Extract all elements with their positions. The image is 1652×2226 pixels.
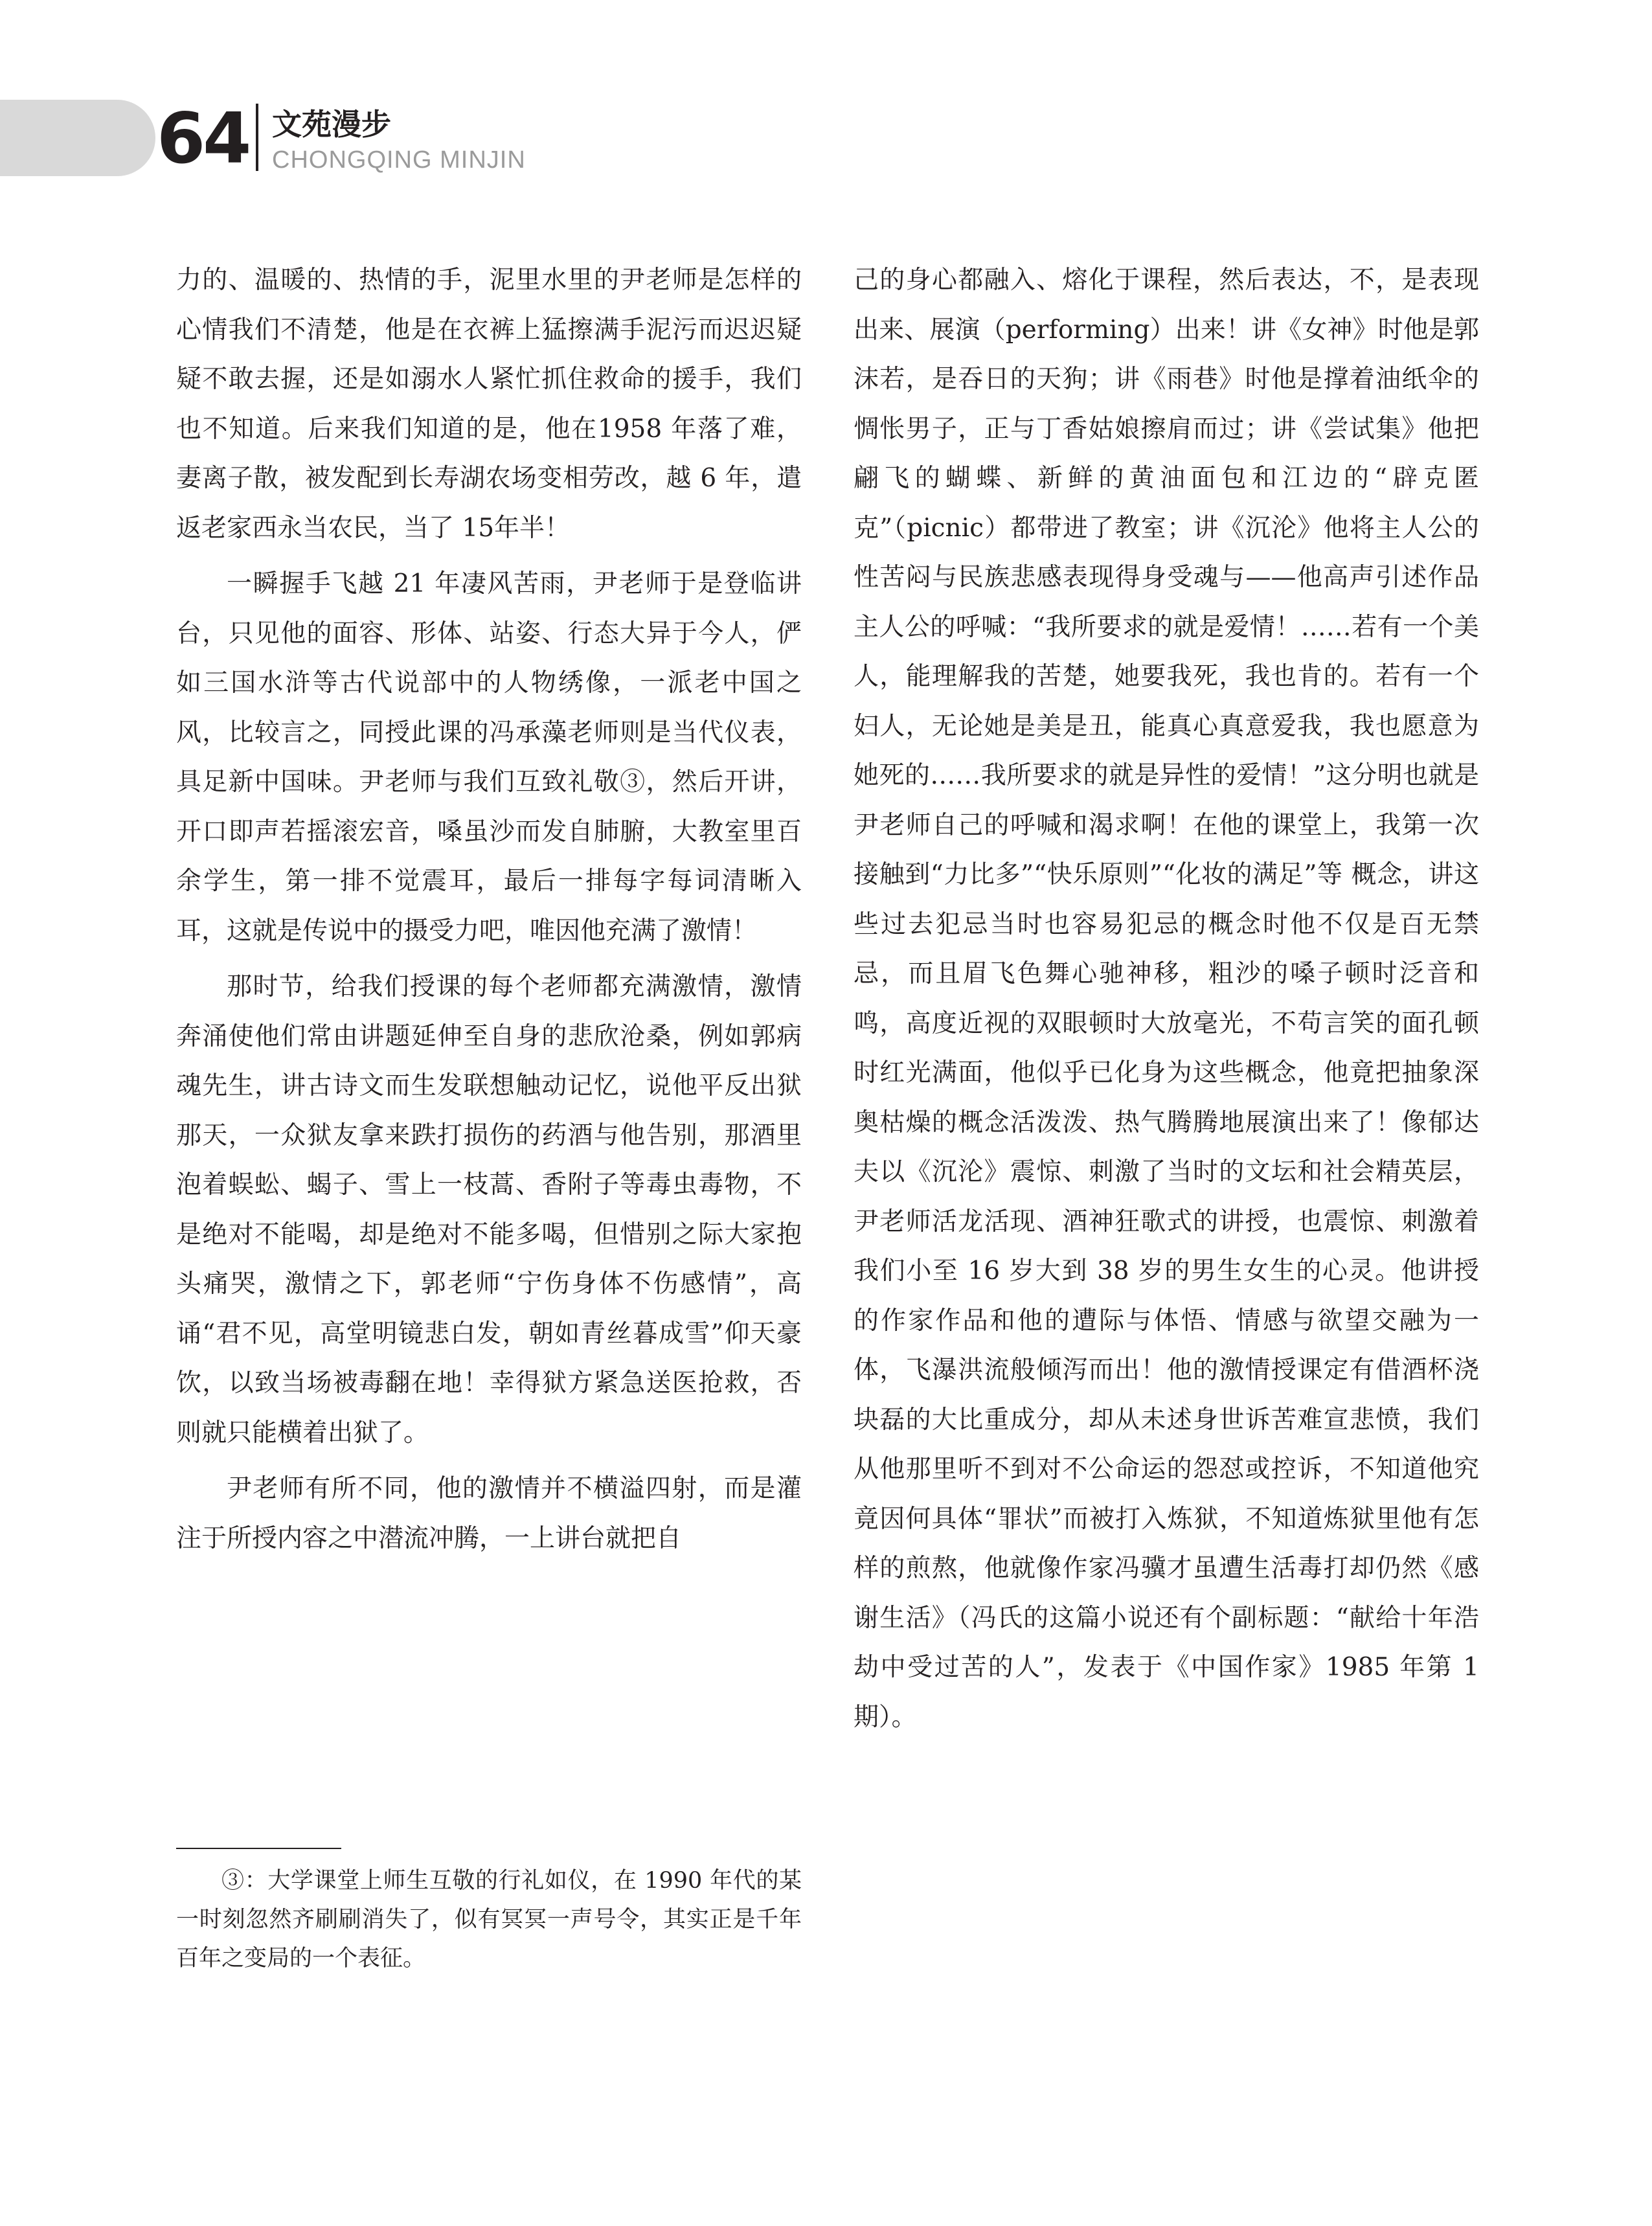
header-divider (256, 104, 258, 171)
paragraph: 那时节，给我们授课的每个老师都充满激情，激情奔涌使他们常由讲题延伸至自身的悲欣沧桑，例如郭病魂先生，讲古诗文而生发联想触动记忆，说他平反出狱那天，一众狱友拿来跌打损伤的药酒与他告别，那酒里泡着蜈蚣、蝎子、雪上一枝蒿、香附子等毒虫毒物，不是绝对不能喝，却是绝对不能多喝，但惜别之际大家抱头痛哭，激情之下，郭老师“宁伤身体不伤感情”，高诵“君不见，高堂明镜悲白发，朝如青丝暮成雪”仰天豪饮，以致当场被毒翻在地！幸得狱方紧急送医抢救，否则就只能横着出狱了。 (176, 972, 802, 1448)
paragraph: 己的身心都融入、熔化于课程，然后表达，不，是表现出来、展演（performing）出来！讲《女神》时他是郭沫若，是吞日的天狗；讲《雨巷》时他是撑着油纸伞的惆怅男子，正与丁香姑娘擦肩而过；讲《尝试集》他把翩飞的蝴蝶、新鲜的黄油面包和江边的“辟克匿克”（picnic）都带进了教室；讲《沉沦》他将主人公的性苦闷与民族悲感表现得身受魂与——他高声引述作品主人公的呼喊：“我所要求的就是爱情！……若有一个美人，能理解我的苦楚，她要我死，我也肯的。若有一个妇人，无论她是美是丑，能真心真意爱我，我也愿意为她死的……我所要求的就是异性的爱情！”这分明也就是尹老师自己的呼喊和渴求啊！在他的课堂上，我第一次接触到“力比多”“快乐原则”“化妆的满足”等 概念，讲这些过去犯忌当时也容易犯忌的概念时他不仅是百无禁忌，而且眉飞色舞心驰神移，粗沙的嗓子顿时泛音和鸣，高度近视的双眼顿时大放毫光，不苟言笑的面孔顿时红光满面，他似乎已化身为这些概念，他竟把抽象深奥枯燥的概念活泼泼、热气腾腾地展演出来了！像郁达夫以《沉沦》震惊、刺激了当时的文坛和社会精英层，尹老师活龙活现、酒神狂歌式的讲授，也震惊、刺激着我们小至 16 岁大到 38 岁的男生女生的心灵。他讲授的作家作品和他的遭际与体悟、情感与欲望交融为一体，飞瀑洪流般倾泻而出！他的激情授课定有借酒杯浇块磊的大比重成分，却从未述身世诉苦难宣悲愤，我们从他那里听不到对不公命运的怨怼或控诉，不知道他究竟因何具体“罪状”而被打入炼狱，不知道炼狱里他有怎样的煎熬，他就像作家冯骥才虽遭生活毒打却仍然《感谢生活》（冯氏的这篇小说还有个副标题：“献给十年浩劫中受过苦的人”，发表于《中国作家》1985 年第 1 期）。 (854, 266, 1479, 1732)
paragraph: 尹老师有所不同，他的激情并不横溢四射，而是灌注于所授内容之中潜流冲腾，一上讲台就把自 (176, 1474, 802, 1553)
paragraph: 一瞬握手飞越 21 年凄风苦雨，尹老师于是登临讲台，只见他的面容、形体、站姿、行态大异于今人，俨如三国水浒等古代说部中的人物绣像，一派老中国之风，比较言之，同授此课的冯承藻老师则是当代仪表，具足新中国味。尹老师与我们互致礼敬③，然后开讲，开口即声若摇滚宏音，嗓虽沙而发自肺腑，大教室里百余学生，第一排不觉震耳，最后一排每字每词清晰入耳，这就是传说中的摄受力吧，唯因他充满了激情！ (176, 569, 802, 946)
footnote-rule (176, 1848, 341, 1849)
header-tab (0, 100, 155, 176)
page-number: 64 (157, 98, 249, 179)
footnote: ③：大学课堂上师生互敬的行礼如仪，在 1990 年代的某一时刻忽然齐刷刷消失了，似有冥冥一声号令，其实正是千年百年之变局的一个表征。 (176, 1868, 802, 1971)
paragraph: 力的、温暖的、热情的手，泥里水里的尹老师是怎样的心情我们不清楚，他是在衣裤上猛擦满手泥污而迟迟疑疑不敢去握，还是如溺水人紧忙抓住救命的援手，我们也不知道。后来我们知道的是，他在1958 年落了难，妻离子散，被发配到长寿湖农场变相劳改，越 6 年，遣返老家西永当农民，当了 15年半！ (176, 266, 802, 543)
right-column (854, 256, 1479, 1749)
section-subtitle: CHONGQING MINJIN (272, 146, 526, 174)
section-title: 文苑漫步 (272, 107, 391, 142)
left-column (176, 256, 802, 1570)
